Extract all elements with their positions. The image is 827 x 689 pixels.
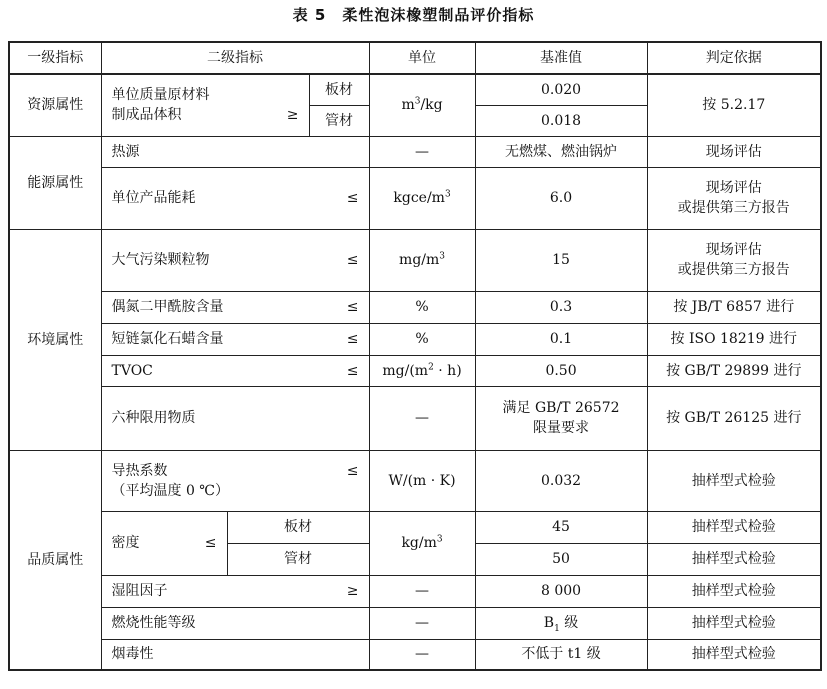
wet-resistance-value: 8 000 xyxy=(475,575,647,607)
table-row xyxy=(9,355,821,386)
table-row xyxy=(9,386,821,450)
density-value-sheet: 45 xyxy=(475,511,647,543)
group-resource: 资源属性 xyxy=(9,74,101,136)
raw-material-sub-sheet: 板材 xyxy=(309,74,369,105)
header-level2: 二级指标 xyxy=(101,42,369,74)
group-environment: 环境属性 xyxy=(9,229,101,450)
combustion-unit: — xyxy=(369,607,475,639)
table-row xyxy=(9,511,821,543)
table-row xyxy=(9,167,821,229)
smoke-toxicity-value: 不低于 t1 级 xyxy=(475,639,647,670)
particulates-unit: $mg/m^3$ xyxy=(369,229,475,291)
energy-use-name: 单位产品能耗 ≤ xyxy=(101,167,369,229)
wet-resistance-name: 湿阻因子 ≥ xyxy=(101,575,369,607)
header-unit: 单位 xyxy=(369,42,475,74)
header-baseline: 基准值 xyxy=(475,42,647,74)
combustion-value: $B_1$ 级 xyxy=(475,607,647,639)
combustion-name: 燃烧性能等级 xyxy=(101,607,369,639)
tvoc-basis: 按 GB/T 29899 进行 xyxy=(647,355,821,386)
density-unit: $kg/m^3$ xyxy=(369,511,475,575)
energy-use-basis: 现场评估 或提供第三方报告 xyxy=(647,167,821,229)
wet-resistance-unit: — xyxy=(369,575,475,607)
heat-source-name: 热源 xyxy=(101,136,369,167)
heat-source-unit: — xyxy=(369,136,475,167)
raw-material-value-pipe: 0.018 xyxy=(475,105,647,136)
raw-material-unit: $m^3/kg$ xyxy=(369,74,475,136)
heat-source-basis: 现场评估 xyxy=(647,136,821,167)
raw-material-name: 单位质量原材料 制成品体积 ≥ xyxy=(101,74,309,136)
tvoc-value: 0.50 xyxy=(475,355,647,386)
azo-unit: % xyxy=(369,291,475,323)
sccp-name: 短链氯化石蜡含量 ≤ xyxy=(101,323,369,355)
sccp-unit: % xyxy=(369,323,475,355)
raw-material-value-sheet: 0.020 xyxy=(475,74,647,105)
table-row xyxy=(9,323,821,355)
six-restricted-unit: — xyxy=(369,386,475,450)
particulates-name: 大气污染颗粒物 ≤ xyxy=(101,229,369,291)
thermal-conductivity-value: 0.032 xyxy=(475,450,647,511)
table-row xyxy=(9,136,821,167)
six-restricted-basis: 按 GB/T 26125 进行 xyxy=(647,386,821,450)
combustion-basis: 抽样型式检验 xyxy=(647,607,821,639)
six-restricted-value: 满足 GB/T 26572 限量要求 xyxy=(475,386,647,450)
density-value-pipe: 50 xyxy=(475,543,647,575)
azo-name: 偶氮二甲酰胺含量 ≤ xyxy=(101,291,369,323)
density-sub-sheet: 板材 xyxy=(227,511,369,543)
raw-material-basis: 按 5.2.17 xyxy=(647,74,821,136)
smoke-toxicity-basis: 抽样型式检验 xyxy=(647,639,821,670)
azo-basis: 按 JB/T 6857 进行 xyxy=(647,291,821,323)
thermal-conductivity-name: 导热系数 ≤ （平均温度 0 ℃） xyxy=(101,450,369,511)
header-level1: 一级指标 xyxy=(9,42,101,74)
evaluation-table xyxy=(8,41,822,671)
sccp-basis: 按 ISO 18219 进行 xyxy=(647,323,821,355)
tvoc-name: TVOC ≤ xyxy=(101,355,369,386)
thermal-conductivity-basis: 抽样型式检验 xyxy=(647,450,821,511)
thermal-conductivity-unit: W/(m · K) xyxy=(369,450,475,511)
header-basis: 判定依据 xyxy=(647,42,821,74)
group-quality: 品质属性 xyxy=(9,450,101,670)
table-title: 表 5 柔性泡沫橡塑制品评价指标 xyxy=(292,6,535,24)
table-row xyxy=(9,291,821,323)
energy-use-unit: kgce/$m^3$ xyxy=(369,167,475,229)
density-name: 密度 ≤ xyxy=(101,511,227,575)
density-sub-pipe: 管材 xyxy=(227,543,369,575)
particulates-value: 15 xyxy=(475,229,647,291)
table-row xyxy=(9,575,821,607)
wet-resistance-basis: 抽样型式检验 xyxy=(647,575,821,607)
heat-source-value: 无燃煤、燃油锅炉 xyxy=(475,136,647,167)
energy-use-value: 6.0 xyxy=(475,167,647,229)
group-energy: 能源属性 xyxy=(9,136,101,229)
table-row xyxy=(9,639,821,670)
table-row xyxy=(9,229,821,291)
density-basis-sheet: 抽样型式检验 xyxy=(647,511,821,543)
six-restricted-name: 六种限用物质 xyxy=(101,386,369,450)
particulates-basis: 现场评估 或提供第三方报告 xyxy=(647,229,821,291)
raw-material-sub-pipe: 管材 xyxy=(309,105,369,136)
azo-value: 0.3 xyxy=(475,291,647,323)
sccp-value: 0.1 xyxy=(475,323,647,355)
header-row xyxy=(9,42,821,74)
table-row xyxy=(9,450,821,511)
density-basis-pipe: 抽样型式检验 xyxy=(647,543,821,575)
smoke-toxicity-name: 烟毒性 xyxy=(101,639,369,670)
table-row xyxy=(9,607,821,639)
table-row xyxy=(9,74,821,105)
smoke-toxicity-unit: — xyxy=(369,639,475,670)
tvoc-unit: $mg/(m^2 \cdot h)$ xyxy=(369,355,475,386)
